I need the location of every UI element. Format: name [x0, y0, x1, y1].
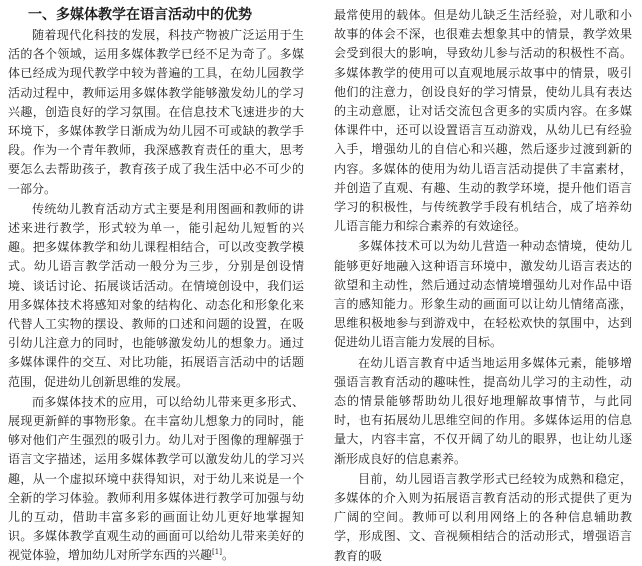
citation-mark: [1] [212, 548, 222, 557]
left-paragraph-3-end: 。 [221, 548, 234, 563]
left-paragraph-3-text: 而多媒体技术的应用，可以给幼儿带来更多形式、展现更新鲜的事物形象。在丰富幼儿想象力的同时，能够对他们产生强烈的吸引力。幼儿对于图像的理解强于语言文字描述，运用多媒体教学可以激发幼儿的学习兴趣，从一个虚拟环境中获得知识，对于幼儿来说是一个全新的学习体验。教师利用多媒体进行教学可加强与幼儿的互动，借助丰富多彩的画面让幼儿更好地掌握知识。多媒体教学直观生动的画面可以给幼儿带来美好的视觉体验，增加幼儿对所学东西的兴趣 [8, 394, 304, 563]
right-paragraph-4: 目前，幼儿园语言教学形式已经较为成熟和稳定，多媒体的介入则为拓展语言教育活动的形式提供了更为广阔的空间。教师可以利用网络上的各种信息辅助教学，形成图、文、音视频相结合的活动形式，增强语言教育的吸 [334, 471, 632, 563]
right-paragraph-1: 最常使用的载体。但是幼儿缺乏生活经验，对儿歌和小故事的体会不深，也很难去想象其中的情景，教学效果会受到很大的影响，导致幼儿参与活动的积极性不高。多媒体教学的使用可以直观地展示故事中的情景，吸引他们的注意力，创设良好的学习情景，使幼儿具有表达的主动意愿，让对话交流包含更多的实质内容。在多媒体课件中，还可以设置语言互动游戏，从幼儿已有经验入手，增强幼儿的自信心和兴趣，然后逐步过渡到新的内容。多媒体的使用为幼儿语言活动提供了丰富素材，并创造了直观、有趣、生动的教学环境，提升他们语言学习的积极性，与传统教学手段有机结合，成了培养幼儿语言能力和综合素养的有效途径。 [334, 8, 632, 234]
left-paragraph-2: 传统幼儿教育活动方式主要是利用图画和教师的讲述来进行教学，形式较为单一，能引起幼儿短暂的兴趣。把多媒体教学和幼儿课程相结合，可以改变教学模式。幼儿语言教学活动一般分为三步，分别是创设情境、谈话讨论、拓展谈话活动。在情境创设中，我们运用多媒体技术将感知对象的结构化、动态化和形象化来代替人工实物的摆设、教师的口述和问题的设置，在吸引幼儿注意力的同时，也能够激发幼儿的想象力。通过多媒体课件的交互、对比功能，拓展语言活动中的话题范围，促进幼儿创新思维的发展。 [8, 201, 304, 389]
left-paragraph-3 [8, 393, 304, 566]
left-column [8, 6, 304, 566]
right-paragraph-3: 在幼儿语言教育中适当地运用多媒体元素，能够增强语言教育活动的趣味性，提高幼儿学习的主动性，动态的情景能够帮助幼儿很好地理解故事情节，与此同时，也有拓展幼儿思维空间的作用。多媒体运用的信息量大，内容丰富，不仅开阔了幼儿的眼界，也让幼儿逐渐形成良好的信息素养。 [334, 355, 632, 466]
left-paragraph-1: 随着现代化科技的发展，科技产物被广泛运用于生活的各个领域，运用多媒体教学已经不足为奇了。多媒体已经成为现代教学中较为普遍的工具，在幼儿园教学活动过程中，教师运用多媒体教学能够激发幼儿的学习兴趣，创造良好的学习氛围。在信息技术飞速进步的大环境下，多媒体教学日渐成为幼儿园不可或缺的教学手段。作为一个青年教师，我深感教育责任的重大，思考要怎么去帮助孩子，教育孩子成了我生活中必不可少的一部分。 [8, 28, 304, 196]
right-column [334, 6, 632, 566]
section-heading: 一、多媒体教学在语言活动中的优势 [28, 7, 252, 23]
right-paragraph-2: 多媒体技术可以为幼儿营造一种动态情境，使幼儿能够更好地融入这种语言环境中，激发幼儿语言表达的欲望和主动性，然后通过动态情境增强幼儿对作品中语言的感知能力。形象生动的画面可以让幼儿情绪高涨，思维积极地参与到游戏中，在轻松欢快的氛围中，达到促进幼儿语言能力发展的目标。 [334, 239, 632, 350]
